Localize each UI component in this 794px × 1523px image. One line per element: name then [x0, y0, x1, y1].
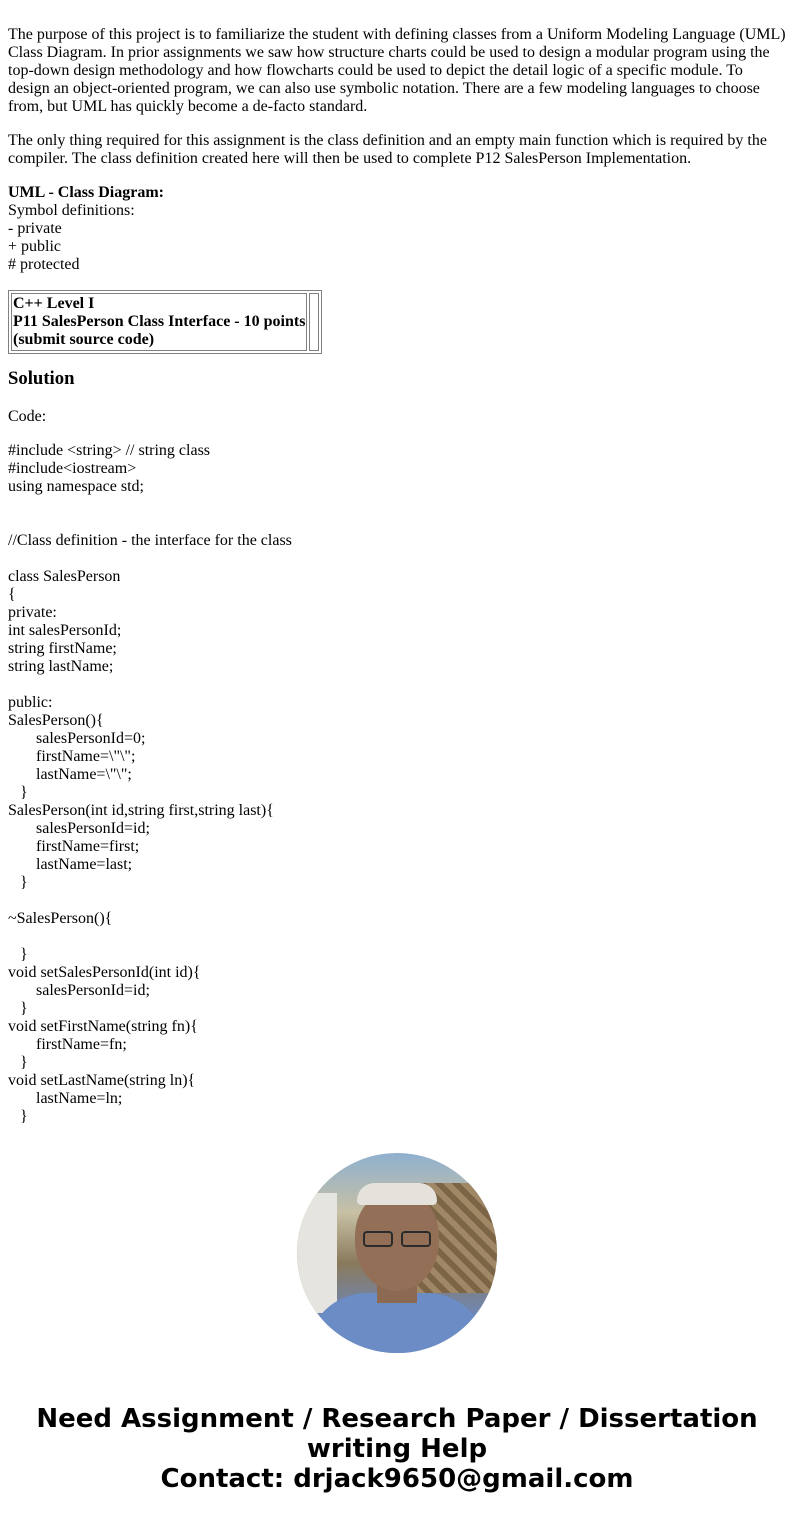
code-line: }: [8, 1108, 28, 1125]
code-line: string firstName;: [8, 640, 117, 657]
symbol-public: + public: [8, 238, 62, 255]
submit-note: (submit source code): [13, 331, 155, 348]
code-line: [8, 928, 788, 946]
code-line: }: [8, 874, 28, 891]
code-line: SalesPerson(int id,string first,string last){: [8, 802, 274, 819]
code-line: [8, 550, 788, 568]
photo-glasses: [361, 1231, 433, 1249]
code-line: lastName=\"\";: [8, 766, 132, 783]
code-line: }: [8, 946, 28, 963]
code-line: void setFirstName(string fn){: [8, 1018, 198, 1035]
code-line: lastName=ln;: [8, 1090, 123, 1107]
empty-cell: [309, 293, 319, 351]
symbol-protected: # protected: [8, 256, 80, 273]
solution-heading: Solution: [8, 368, 75, 389]
photo-hair: [357, 1183, 437, 1205]
promo-footer: [0, 1404, 794, 1494]
symbol-title: Symbol definitions:: [8, 202, 135, 219]
code-line: void setSalesPersonId(int id){: [8, 964, 201, 981]
code-line: lastName=last;: [8, 856, 133, 873]
promo-line-2: writing Help: [306, 1434, 488, 1464]
code-line: public:: [8, 694, 53, 711]
contact-line: Contact: drjack9650@gmail.com: [160, 1464, 634, 1494]
code-line: salesPersonId=0;: [8, 730, 146, 747]
code-line: firstName=first;: [8, 838, 140, 855]
code-line: firstName=fn;: [8, 1036, 127, 1053]
uml-heading: UML - Class Diagram:: [8, 184, 164, 201]
code-line: salesPersonId=id;: [8, 982, 150, 999]
code-line: [8, 892, 788, 910]
promo-line-1: Need Assignment / Research Paper / Dissertation: [36, 1404, 758, 1434]
code-line: #include<iostream>: [8, 460, 137, 477]
class-info-table: [8, 290, 322, 354]
course-level: C++ Level I: [13, 295, 95, 312]
code-line: [8, 496, 788, 514]
code-line: class SalesPerson: [8, 568, 121, 585]
code-line: }: [8, 784, 28, 801]
intro-paragraph-2: The only thing required for this assignment is the class definition and an empty main function which is required by the compiler. The class definition created here will then be used to complete P12 SalesPerson Implementation.: [8, 132, 767, 167]
project-title: P11 SalesPerson Class Interface - 10 points: [13, 313, 306, 330]
code-block: [8, 442, 788, 1126]
code-line: string lastName;: [8, 658, 114, 675]
symbol-private: - private: [8, 220, 62, 237]
author-photo: [297, 1153, 497, 1353]
code-line: #include <string> // string class: [8, 442, 211, 459]
uml-section: [8, 184, 788, 274]
code-line: private:: [8, 604, 57, 621]
code-line: salesPersonId=id;: [8, 820, 150, 837]
code-line: ~SalesPerson(){: [8, 910, 113, 927]
code-line: int salesPersonId;: [8, 622, 122, 639]
code-line: firstName=\"\";: [8, 748, 136, 765]
code-line: void setLastName(string ln){: [8, 1072, 196, 1089]
intro-paragraph-1: The purpose of this project is to familiarize the student with defining classes from a Uniform Modeling Language (UML) Class Diagram. In prior assignments we saw how structure charts could be used to design a modular program using the top-down design methodology and how flowcharts could be used to depict the detail logic of a specific module. To design an object-oriented program, we can also use symbolic notation. There are a few modeling languages to choose from, but UML has quickly become a de-facto standard.: [8, 26, 786, 115]
document-content: [8, 26, 788, 1126]
code-line: [8, 514, 788, 532]
photo-background-wall: [297, 1193, 337, 1313]
code-line: {: [8, 586, 16, 603]
code-line: //Class definition - the interface for the class: [8, 532, 292, 549]
code-line: using namespace std;: [8, 478, 144, 495]
class-info-cell: [11, 293, 307, 351]
code-line: SalesPerson(){: [8, 712, 104, 729]
code-line: }: [8, 1000, 28, 1017]
code-line: [8, 676, 788, 694]
code-label: Code:: [8, 408, 47, 425]
code-line: }: [8, 1054, 28, 1071]
